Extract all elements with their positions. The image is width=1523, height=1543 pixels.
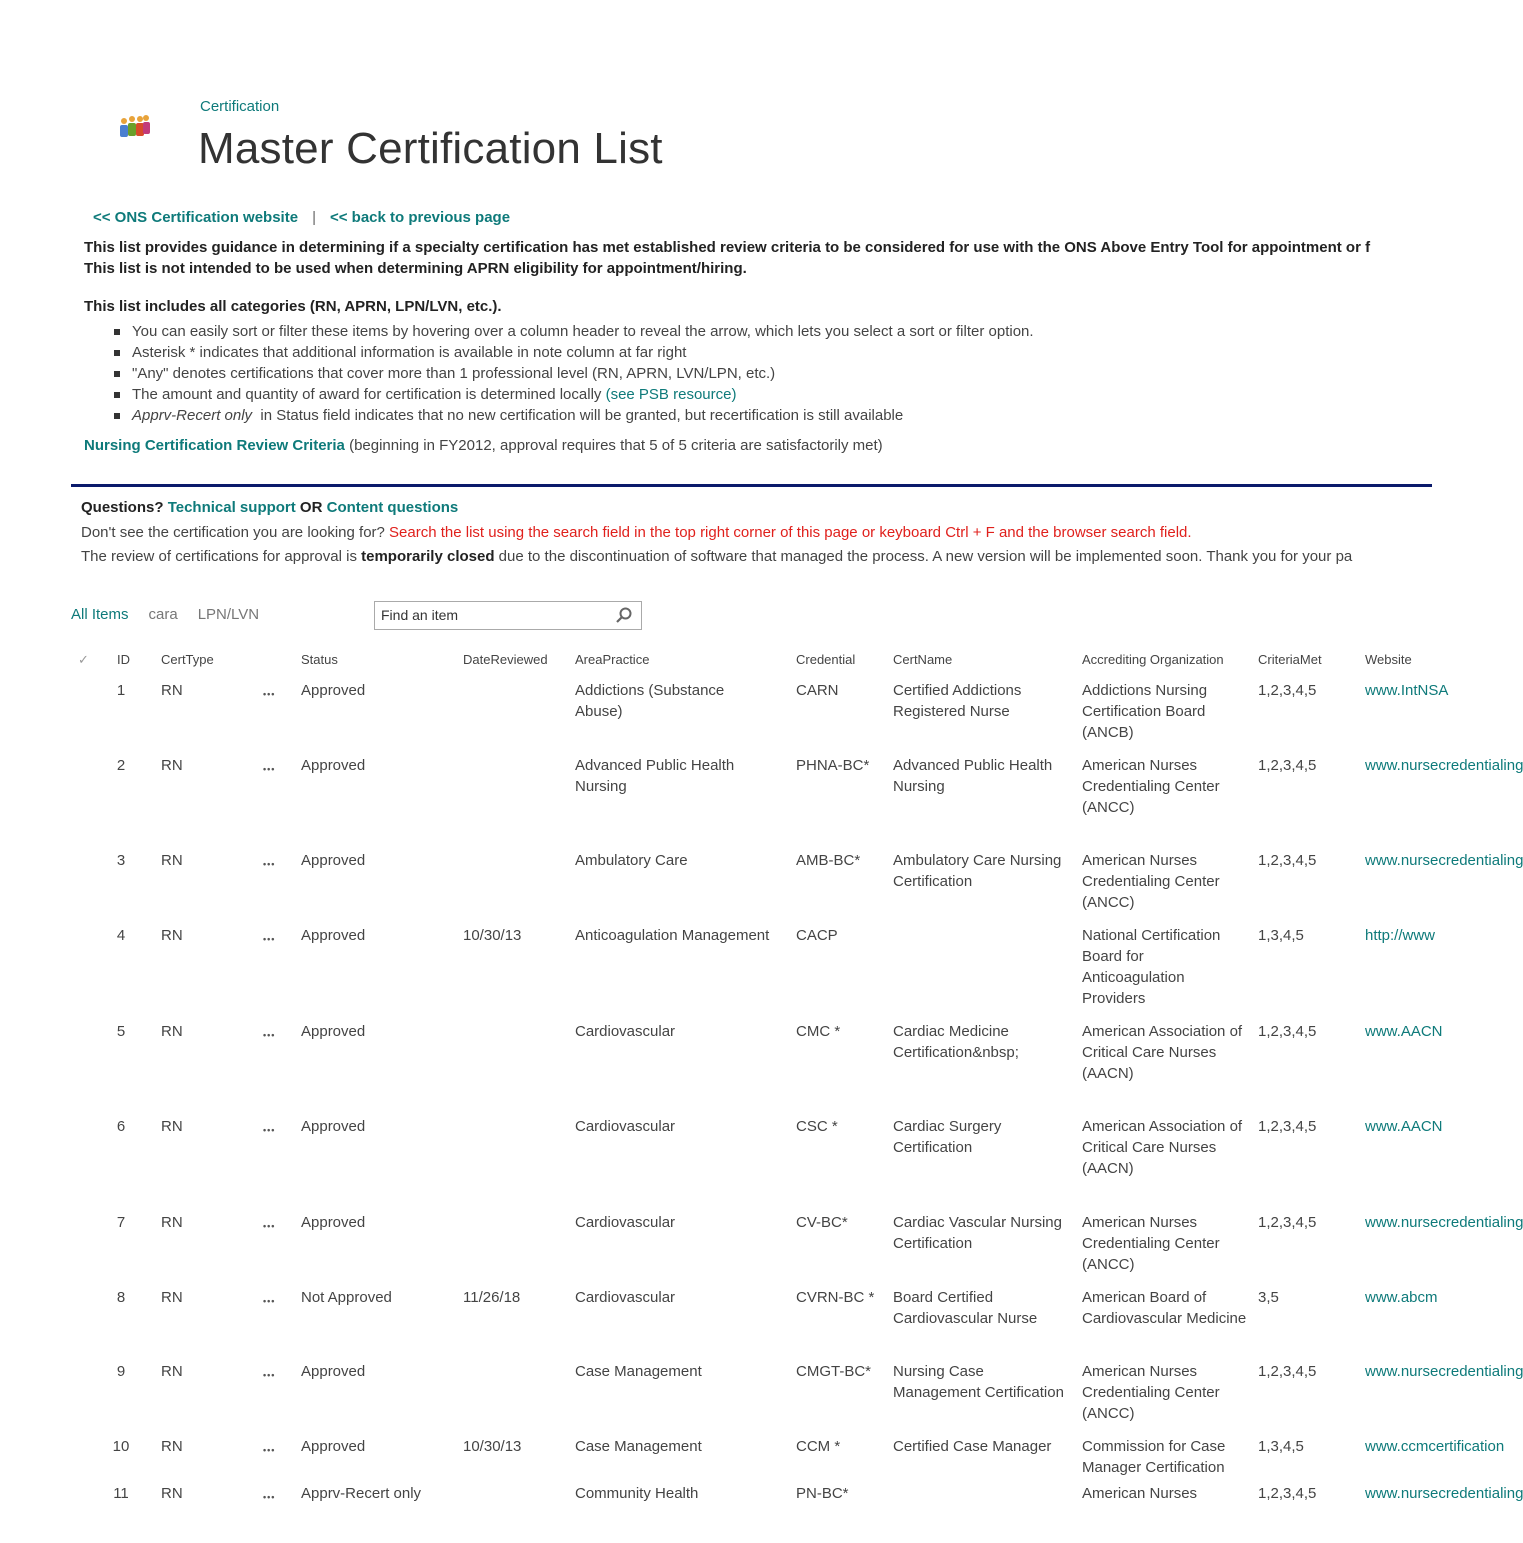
table-header <box>0 650 1432 680</box>
cell-areapractice: Community Health <box>575 1485 699 1502</box>
cell-id: 10 <box>112 1438 130 1455</box>
col-id[interactable]: ID <box>117 652 130 667</box>
psb-resource-link[interactable]: (see PSB resource) <box>605 386 737 403</box>
cell-criteriamet: 1,2,3,4,5 <box>1258 682 1317 699</box>
cell-credential: CACP <box>796 927 838 944</box>
bullet-award-text: The amount and quantity of award for certification is determined locally <box>132 386 606 403</box>
cell-certtype: RN <box>161 1118 183 1135</box>
cell-certname: Advanced Public Health Nursing <box>893 757 1053 795</box>
cell-certname: Cardiac Surgery Certification <box>893 1118 1002 1156</box>
cell-website[interactable]: www.nursecredentialing <box>1365 1363 1523 1380</box>
cell-criteriamet: 1,2,3,4,5 <box>1258 1023 1317 1040</box>
cell-status: Apprv-Recert only <box>301 1485 422 1502</box>
col-certname[interactable]: CertName <box>893 652 953 667</box>
review-notice <box>81 548 1433 565</box>
ons-certification-website-link[interactable]: << ONS Certification website <box>93 209 299 226</box>
cell-website[interactable]: www.nursecredentialing <box>1365 852 1523 869</box>
cell-certtype: RN <box>161 1363 183 1380</box>
table-row[interactable] <box>0 755 1523 850</box>
cell-certname: Certified Addictions Registered Nurse <box>893 682 1022 720</box>
col-criteriamet[interactable]: CriteriaMet <box>1258 652 1322 667</box>
bullet-any: "Any" denotes certifications that cover more than 1 professional level (RN, APRN, LVN/LPN, etc.) <box>114 363 1034 384</box>
cell-status: Approved <box>301 927 366 944</box>
cell-areapractice: Advanced Public Health Nursing <box>575 757 735 795</box>
search-placeholder: Find an item <box>381 607 459 623</box>
criteria-text: (beginning in FY2012, approval requires that 5 of 5 criteria are satisfactorily met) <box>344 437 883 454</box>
cell-criteriamet: 3,5 <box>1258 1289 1279 1306</box>
table-row[interactable] <box>0 1361 1523 1436</box>
criteria-line <box>84 437 883 454</box>
intro-line-1: This list provides guidance in determining if a specialty certification has met established review criteria to be considered for use with the ONS Above Entry Tool for appointment or f <box>84 239 1371 256</box>
search-hint: Search the list using the search field in the top right corner of this page or keyboard Ctrl + F and the browser search field. <box>389 524 1192 541</box>
cell-credential: AMB-BC* <box>796 852 861 869</box>
cell-accrediting-org: American Nurses Credentialing Center (ANCC) <box>1082 1363 1220 1422</box>
cell-certname: Cardiac Vascular Nursing Certification <box>893 1214 1062 1252</box>
breadcrumb-certification[interactable]: Certification <box>200 98 280 115</box>
cell-datereviewed: 10/30/13 <box>463 1438 522 1455</box>
cell-certtype: RN <box>161 1023 183 1040</box>
table-row[interactable] <box>0 1436 1505 1483</box>
item-menu-ellipsis-icon[interactable]: ••• <box>263 859 276 869</box>
cell-certname: Certified Case Manager <box>893 1438 1052 1455</box>
bullet-apprv-recert <box>114 405 1034 426</box>
item-menu-ellipsis-icon[interactable]: ••• <box>263 1221 276 1231</box>
col-website[interactable]: Website <box>1365 652 1412 667</box>
cell-id: 5 <box>116 1023 126 1040</box>
cell-certtype: RN <box>161 757 183 774</box>
cell-credential: CVRN-BC * <box>796 1289 875 1306</box>
review-post: due to the discontinuation of software that managed the process. A new version will be implemented soon. Thank you for your pa <box>494 548 1353 565</box>
cell-credential: CSC * <box>796 1118 838 1135</box>
cell-credential: CV-BC* <box>796 1214 848 1231</box>
bullet-asterisk: Asterisk * indicates that additional information is available in note column at far right <box>114 342 1034 363</box>
cell-certtype: RN <box>161 927 183 944</box>
cell-website[interactable]: www.AACN <box>1365 1118 1443 1135</box>
cell-certtype: RN <box>161 682 183 699</box>
cell-accrediting-org: American Nurses Credentialing Center (ANCC) <box>1082 757 1220 816</box>
apprv-recert-term: Apprv-Recert only <box>132 407 253 424</box>
col-credential[interactable]: Credential <box>796 652 856 667</box>
col-certtype[interactable]: CertType <box>161 652 214 667</box>
cell-accrediting-org: American Board of Cardiovascular Medicine <box>1082 1289 1247 1327</box>
item-menu-ellipsis-icon[interactable]: ••• <box>263 934 276 944</box>
dont-see-line <box>81 524 1192 541</box>
cell-criteriamet: 1,2,3,4,5 <box>1258 757 1317 774</box>
table-row[interactable] <box>0 925 1436 1021</box>
cell-id: 7 <box>116 1214 126 1231</box>
cell-criteriamet: 1,3,4,5 <box>1258 1438 1304 1455</box>
table-row[interactable] <box>0 1212 1523 1287</box>
cell-areapractice: Case Management <box>575 1438 702 1455</box>
cell-datereviewed: 11/26/18 <box>463 1289 521 1306</box>
cell-credential: PN-BC* <box>796 1485 849 1502</box>
table-body <box>0 680 1523 1543</box>
cell-criteriamet: 1,2,3,4,5 <box>1258 1214 1317 1231</box>
site-logo-people-icon <box>118 112 152 142</box>
info-bullets <box>114 321 1034 426</box>
cell-accrediting-org: American Association of Critical Care Nurses (AACN) <box>1082 1023 1243 1082</box>
col-accrediting-org[interactable]: Accrediting Organization <box>1082 652 1224 667</box>
cell-accrediting-org: American Association of Critical Care Nurses (AACN) <box>1082 1118 1243 1177</box>
questions-label: Questions? <box>81 499 168 516</box>
cell-credential: CCM * <box>796 1438 841 1455</box>
cell-website[interactable]: www.IntNSA <box>1365 682 1449 699</box>
item-menu-ellipsis-icon[interactable]: ••• <box>263 1125 276 1135</box>
cell-certtype: RN <box>161 852 183 869</box>
cell-accrediting-org: Commission for Case Manager Certification <box>1082 1438 1226 1476</box>
cell-areapractice: Addictions (Substance Abuse) <box>575 682 725 720</box>
cell-status: Approved <box>301 1363 366 1380</box>
cell-criteriamet: 1,2,3,4,5 <box>1258 1363 1317 1380</box>
item-menu-ellipsis-icon[interactable]: ••• <box>263 764 276 774</box>
review-bold: temporarily closed <box>361 548 495 565</box>
cell-criteriamet: 1,2,3,4,5 <box>1258 1485 1317 1502</box>
cell-credential: CMC * <box>796 1023 841 1040</box>
item-menu-ellipsis-icon[interactable]: ••• <box>263 1370 276 1380</box>
cell-credential: PHNA-BC* <box>796 757 870 774</box>
cell-status: Approved <box>301 1214 366 1231</box>
table-row[interactable] <box>0 1287 1438 1361</box>
cell-areapractice: Case Management <box>575 1363 702 1380</box>
cell-areapractice: Cardiovascular <box>575 1289 676 1306</box>
cell-criteriamet: 1,3,4,5 <box>1258 927 1304 944</box>
search-icon[interactable] <box>615 606 633 627</box>
cell-accrediting-org: American Nurses Credentialing Center (ANCC) <box>1082 852 1220 911</box>
col-areapractice[interactable]: AreaPractice <box>575 652 650 667</box>
cell-website[interactable]: www.AACN <box>1365 1023 1443 1040</box>
col-status[interactable]: Status <box>301 652 338 667</box>
cell-certname: Ambulatory Care Nursing Certification <box>893 852 1062 890</box>
dont-see-text: Don't see the certification you are looking for? <box>81 524 390 541</box>
nav-links <box>93 209 510 226</box>
cell-status: Approved <box>301 1023 366 1040</box>
cell-certtype: RN <box>161 1289 183 1306</box>
bullet-apprv-recert-text: in Status field indicates that no new certification will be granted, but recertification is still available <box>252 407 904 424</box>
cell-id: 8 <box>116 1289 126 1306</box>
cell-credential: CMGT-BC* <box>796 1363 871 1380</box>
item-menu-ellipsis-icon[interactable]: ••• <box>263 689 276 699</box>
cell-credential: CARN <box>796 682 839 699</box>
cell-id: 9 <box>116 1363 126 1380</box>
table-row[interactable] <box>0 850 1523 925</box>
cell-criteriamet: 1,2,3,4,5 <box>1258 852 1317 869</box>
table-row[interactable] <box>0 680 1449 755</box>
cell-id: 2 <box>116 757 126 774</box>
table-row[interactable] <box>0 1021 1443 1116</box>
cell-accrediting-org: American Nurses Credentialing Center (ANCC) <box>1082 1214 1220 1273</box>
cell-accrediting-org: National Certification Board for Anticoagulation Providers <box>1082 927 1221 1007</box>
cell-certtype: RN <box>161 1214 183 1231</box>
cell-status: Approved <box>301 852 366 869</box>
cell-certname: Cardiac Medicine Certification&nbsp; <box>893 1023 1019 1061</box>
cell-certtype: RN <box>161 1485 183 1502</box>
cell-areapractice: Ambulatory Care <box>575 852 688 869</box>
cell-website[interactable]: http://www <box>1365 927 1436 944</box>
item-menu-ellipsis-icon[interactable]: ••• <box>263 1492 276 1502</box>
back-to-previous-page-link[interactable]: << back to previous page <box>329 209 511 226</box>
cell-certname: Nursing Case Management Certification <box>893 1363 1064 1401</box>
content-questions-link[interactable]: Content questions <box>326 499 459 516</box>
view-cara[interactable]: cara <box>148 606 178 623</box>
questions-line <box>81 499 458 516</box>
item-menu-ellipsis-icon[interactable]: ••• <box>263 1296 276 1306</box>
review-pre: The review of certifications for approval is <box>81 548 362 565</box>
search-input[interactable] <box>374 601 642 630</box>
cell-id: 6 <box>116 1118 126 1135</box>
review-criteria-link[interactable]: Nursing Certification Review Criteria <box>84 437 345 454</box>
cell-accrediting-org: Addictions Nursing Certification Board (ANCB) <box>1082 682 1208 741</box>
table-row[interactable] <box>0 1116 1443 1212</box>
cell-website[interactable]: www.ccmcertification <box>1365 1438 1505 1455</box>
page-title: Master Certification List <box>198 124 663 173</box>
cell-website[interactable]: www.nursecredentialing <box>1365 1214 1523 1231</box>
table-row[interactable] <box>0 1483 1523 1543</box>
cell-areapractice: Anticoagulation Management <box>575 927 770 944</box>
cell-id: 3 <box>116 852 126 869</box>
cell-status: Approved <box>301 1438 366 1455</box>
cell-status: Approved <box>301 757 366 774</box>
cell-accrediting-org: American Nurses <box>1082 1485 1198 1502</box>
cell-status: Not Approved <box>301 1289 392 1306</box>
view-all-items[interactable]: All Items <box>71 606 129 623</box>
cell-website[interactable]: www.nursecredentialing <box>1365 1485 1523 1502</box>
intro-text <box>84 237 1434 279</box>
cell-areapractice: Cardiovascular <box>575 1118 676 1135</box>
cell-areapractice: Cardiovascular <box>575 1023 676 1040</box>
cell-areapractice: Cardiovascular <box>575 1214 676 1231</box>
cell-id: 4 <box>116 927 126 944</box>
cell-id: 1 <box>116 682 126 699</box>
cell-certtype: RN <box>161 1438 183 1455</box>
cell-website[interactable]: www.nursecredentialing <box>1365 757 1523 774</box>
view-tabs <box>71 606 279 623</box>
bullet-sort-filter: You can easily sort or filter these items by hovering over a column header to reveal the arrow, which lets you select a sort or filter option. <box>114 321 1034 342</box>
select-all-check-icon[interactable]: ✓ <box>78 652 89 667</box>
technical-support-link[interactable]: Technical support <box>167 499 296 516</box>
item-menu-ellipsis-icon[interactable]: ••• <box>263 1445 276 1455</box>
cell-website[interactable]: www.abcm <box>1365 1289 1438 1306</box>
cell-criteriamet: 1,2,3,4,5 <box>1258 1118 1317 1135</box>
cell-status: Approved <box>301 1118 366 1135</box>
categories-text: This list includes all categories (RN, APRN, LPN/LVN, etc.). <box>84 298 502 315</box>
view-lpn-lvn[interactable]: LPN/LVN <box>197 606 260 623</box>
cell-status: Approved <box>301 682 366 699</box>
intro-line-2: This list is not intended to be used when determining APRN eligibility for appointment/hiring. <box>84 260 747 277</box>
separator: | <box>312 209 316 226</box>
bullet-award <box>114 384 1034 405</box>
divider <box>71 484 1432 487</box>
col-datereviewed[interactable]: DateReviewed <box>463 652 548 667</box>
or-label: OR <box>295 499 327 516</box>
cell-certname: Board Certified Cardiovascular Nurse <box>893 1289 1038 1327</box>
cell-datereviewed: 10/30/13 <box>463 927 522 944</box>
cell-id: 11 <box>113 1485 129 1502</box>
list-table <box>0 650 1523 1502</box>
item-menu-ellipsis-icon[interactable]: ••• <box>263 1030 276 1040</box>
